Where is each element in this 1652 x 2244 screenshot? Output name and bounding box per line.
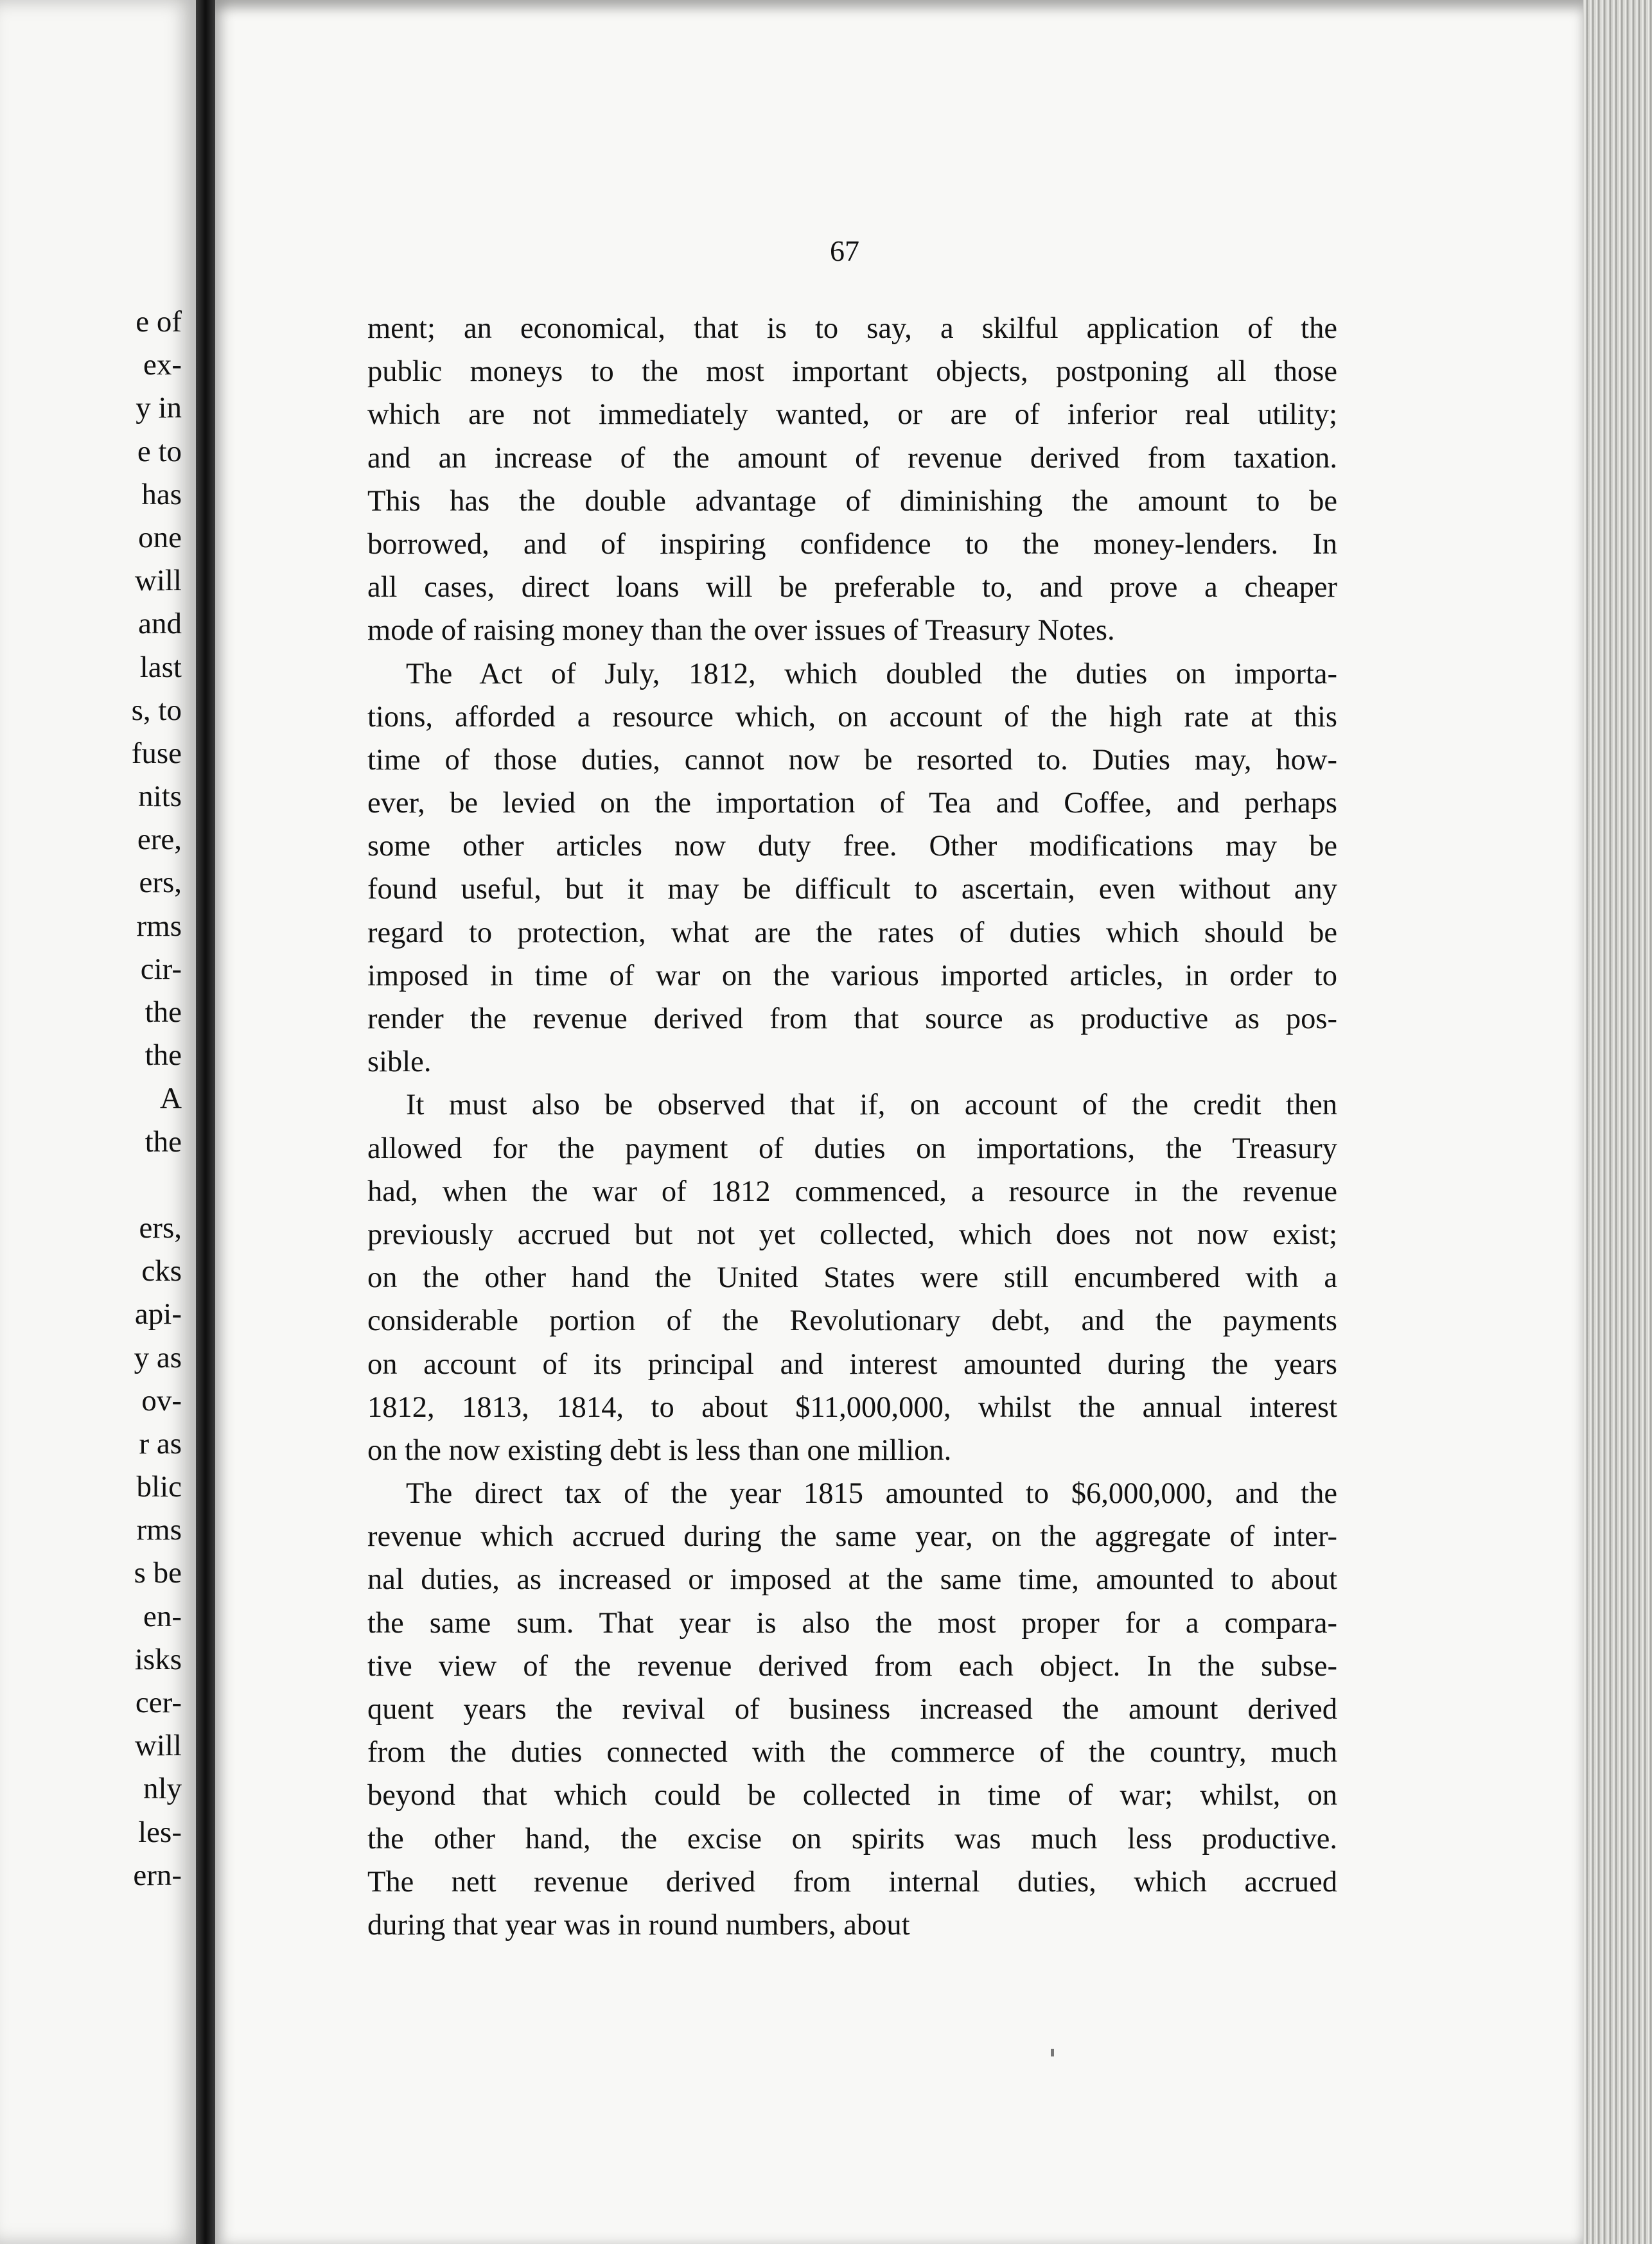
previous-page-fragment: les- — [138, 1815, 182, 1849]
previous-page-fragment: ere, — [137, 823, 182, 857]
text-line: It must also be observed that if, on account of the credit then — [406, 1089, 1337, 1122]
book-gutter — [196, 0, 215, 2244]
text-line: tions, afforded a resource which, on account of the high rate at this — [367, 700, 1337, 733]
text-line: had, when the war of 1812 commenced, a resource in the revenue — [367, 1175, 1337, 1208]
body-text — [367, 307, 1337, 1947]
text-line: beyond that which could be collected in time of war; whilst, on — [367, 1779, 1337, 1812]
previous-page-fragment: ov- — [141, 1383, 182, 1417]
text-line: considerable portion of the Revolutionary debt, and the payments — [367, 1304, 1337, 1338]
text-line: on the now existing debt is less than one million. — [367, 1433, 952, 1467]
text-line: all cases, direct loans will be preferable to, and prove a cheaper — [367, 571, 1337, 604]
page-number: 67 — [830, 234, 859, 267]
text-line: The Act of July, 1812, which doubled the duties on importa- — [406, 657, 1337, 690]
paragraph — [367, 307, 1337, 653]
previous-page-fragment: will — [134, 1729, 182, 1763]
previous-page-fragment: ers, — [139, 866, 182, 900]
text-line: The nett revenue derived from internal duties, which accrued — [367, 1865, 1337, 1898]
page-edges — [1583, 0, 1652, 2244]
text-line: which are not immediately wanted, or are of inferior real utility; — [367, 398, 1337, 432]
text-line: 1812, 1813, 1814, to about $11,000,000, whilst the annual interest — [367, 1390, 1337, 1424]
text-line: on the other hand the United States were still encumbered with a — [367, 1261, 1337, 1295]
previous-page-fragment: ex- — [143, 348, 182, 382]
text-line: public moneys to the most important objects, postponing all those — [367, 355, 1337, 389]
previous-page-fragment: cer- — [135, 1686, 182, 1719]
paragraph — [367, 653, 1337, 1084]
previous-page-fragment: will — [134, 564, 182, 598]
previous-page-fragment — [53, 1164, 182, 1207]
text-line: borrowed, and of inspiring confidence to the money-lenders. In — [367, 527, 1337, 561]
previous-page-fragment: and — [138, 607, 182, 641]
stray-ink-mark — [1051, 2049, 1054, 2056]
previous-page-fragment: nly — [143, 1772, 182, 1806]
previous-page-fragment: en- — [143, 1599, 182, 1633]
previous-page-fragment: rms — [136, 909, 182, 943]
previous-page-fragment: ers, — [139, 1211, 182, 1245]
text-line: ever, be levied on the importation of Tea and Coffee, and perhaps — [367, 787, 1337, 820]
previous-page-fragment: s be — [134, 1556, 182, 1590]
paragraph — [367, 1083, 1337, 1472]
text-line: The direct tax of the year 1815 amounted to $6,000,000, and the — [406, 1477, 1337, 1511]
previous-page-line-endings — [53, 301, 182, 1897]
previous-page-fragment: the — [145, 995, 182, 1029]
previous-page-fragment: api- — [134, 1297, 182, 1331]
previous-page-fragment: the — [145, 1039, 182, 1073]
text-line: on account of its principal and interest amounted during the years — [367, 1347, 1337, 1381]
previous-page-fragment: has — [141, 477, 182, 511]
previous-page-fragment: y as — [134, 1340, 182, 1374]
text-line: the same sum. That year is also the most proper for a compara- — [367, 1606, 1337, 1640]
previous-page-fragment: ern- — [133, 1858, 182, 1892]
text-line: time of those duties, cannot now be resorted to. Duties may, how- — [367, 743, 1337, 776]
previous-page-fragment: one — [138, 520, 182, 554]
previous-page-fragment: nits — [138, 780, 182, 814]
previous-page-fragment: y in — [136, 391, 182, 425]
text-line: found useful, but it may be difficult to ascertain, even without any — [367, 873, 1337, 906]
previous-page-fragment: A — [160, 1082, 182, 1116]
text-line: revenue which accrued during the same year, on the aggregate of inter- — [367, 1520, 1337, 1554]
text-line: previously accrued but not yet collected, which does not now exist; — [367, 1218, 1337, 1251]
text-line: mode of raising money than the over issues of Treasury Notes. — [367, 614, 1115, 647]
text-line: nal duties, as increased or imposed at the same time, amounted to about — [367, 1563, 1337, 1597]
previous-page-fragment: cir- — [140, 952, 182, 986]
previous-page-fragment: e to — [137, 434, 182, 468]
previous-page-strip — [0, 0, 196, 2244]
previous-page-fragment: rms — [136, 1513, 182, 1547]
text-line: regard to protection, what are the rates of duties which should be — [367, 916, 1337, 949]
text-line: imposed in time of war on the various imported articles, in order to — [367, 959, 1337, 992]
previous-page-fragment: cks — [141, 1254, 182, 1288]
text-line: the other hand, the excise on spirits was much less productive. — [367, 1822, 1337, 1855]
paragraph — [367, 1472, 1337, 1947]
previous-page-fragment: e of — [136, 305, 182, 338]
text-line: some other articles now duty free. Other modifications may be — [367, 830, 1337, 863]
text-line: from the duties connected with the commerce of the country, much — [367, 1736, 1337, 1769]
text-line: allowed for the payment of duties on importations, the Treasury — [367, 1132, 1337, 1165]
previous-page-fragment: isks — [134, 1642, 182, 1676]
previous-page-fragment: r as — [139, 1426, 182, 1460]
text-line: tive view of the revenue derived from each object. In the subse- — [367, 1649, 1337, 1683]
previous-page-fragment: blic — [136, 1470, 182, 1504]
previous-page-fragment: fuse — [131, 736, 182, 770]
previous-page-fragment: last — [139, 650, 182, 684]
text-line: and an increase of the amount of revenue derived from taxation. — [367, 441, 1337, 475]
previous-page-fragment: s, to — [131, 693, 182, 727]
text-line: ment; an economical, that is to say, a skilful application of the — [367, 312, 1337, 345]
text-line: sible. — [367, 1046, 432, 1079]
text-line: render the revenue derived from that source as productive as pos- — [367, 1003, 1337, 1035]
text-line: This has the double advantage of diminishing the amount to be — [367, 484, 1337, 518]
text-line: during that year was in round numbers, about — [367, 1908, 910, 1942]
text-line: quent years the revival of business increased the amount derived — [367, 1693, 1337, 1726]
previous-page-fragment: the — [145, 1125, 182, 1159]
